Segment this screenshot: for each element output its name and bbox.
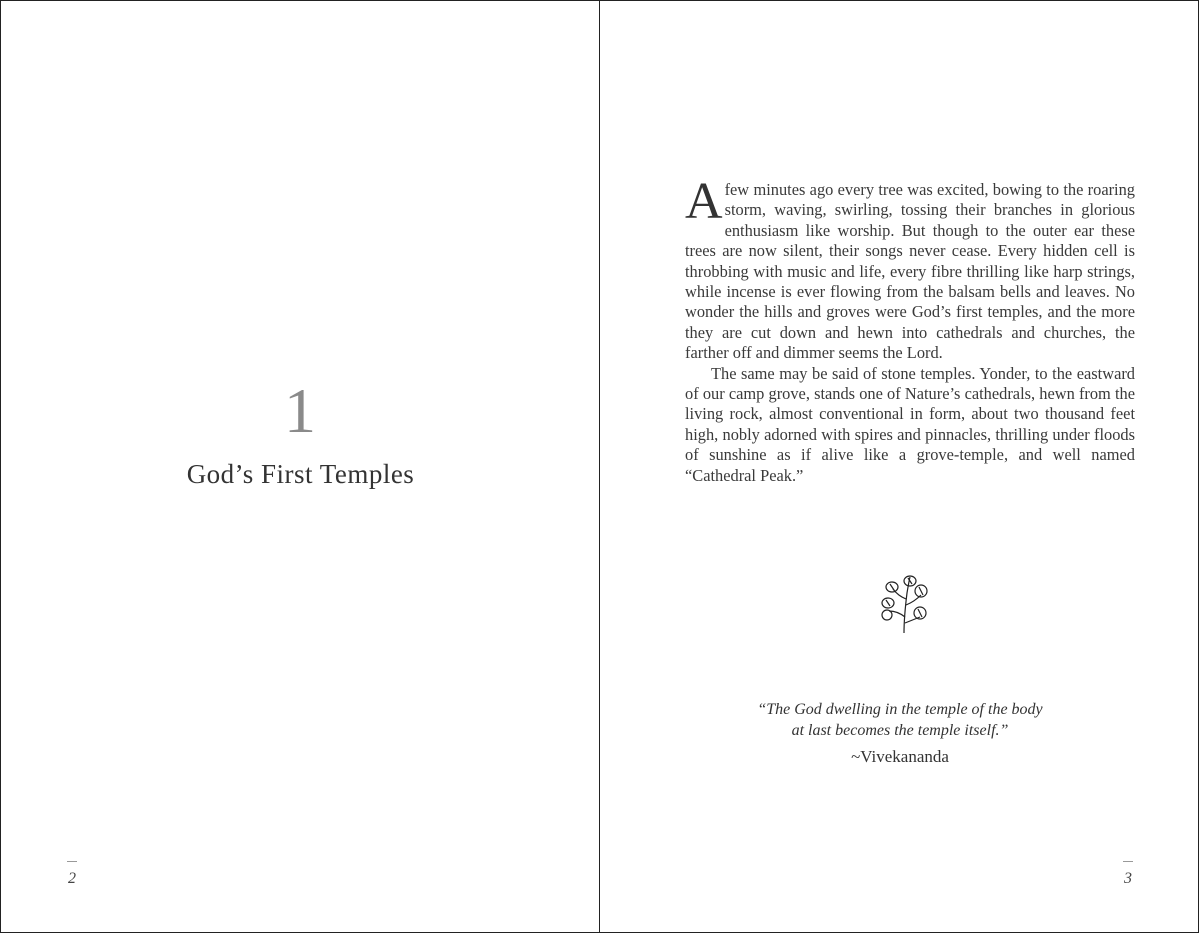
quote-author: ~Vivekananda xyxy=(851,747,949,766)
drop-cap: A xyxy=(685,173,723,230)
left-page xyxy=(1,1,600,932)
page-number-rule xyxy=(67,861,77,862)
chapter-title: God’s First Temples xyxy=(186,459,415,489)
body-text xyxy=(685,173,1135,486)
page-number-text: 3 xyxy=(1124,870,1132,887)
chapter-number: 1 xyxy=(284,375,317,446)
quote-line-2: at last becomes the temple itself.” xyxy=(791,722,1009,739)
right-page xyxy=(600,1,1198,932)
paragraph-1-text: few minutes ago every tree was excited, bowing to the roaring storm, waving, swirling, tossing their branches in glorious enthusiasm like worship. But though to the outer ear these trees are now silent, their songs never cease. Every hidden cell is throbbing with music and life, every fibre thrilling like harp strings, while incense is ever flowing from the balsam bells and leaves. No wonder the hills and groves were God’s first temples, and the more they are cut down and hewn into cathedrals and churches, the farther off and dimmer seems the Lord. xyxy=(685,180,1135,363)
page-number-rule xyxy=(1123,861,1133,862)
paragraph-2: The same may be said of stone temples. Yonder, to the eastward of our camp grove, stands one of Nature’s cathedrals, hewn from the living rock, almost conventional in form, about two thousand feet high, nobly adorned with spires and pinnacles, thrilling under floods of sunshine as if alive like a grove-temple, and well named “Cathedral Peak.” xyxy=(685,363,1135,485)
epigraph-quote xyxy=(720,699,1080,741)
page-number-right xyxy=(1118,861,1138,888)
paragraph-1 xyxy=(685,173,1135,364)
leaf-sprig-icon xyxy=(880,573,930,635)
quote-line-1: “The God dwelling in the temple of the body xyxy=(757,701,1043,718)
page-number-left xyxy=(62,861,82,888)
page-number-text: 2 xyxy=(68,870,76,887)
